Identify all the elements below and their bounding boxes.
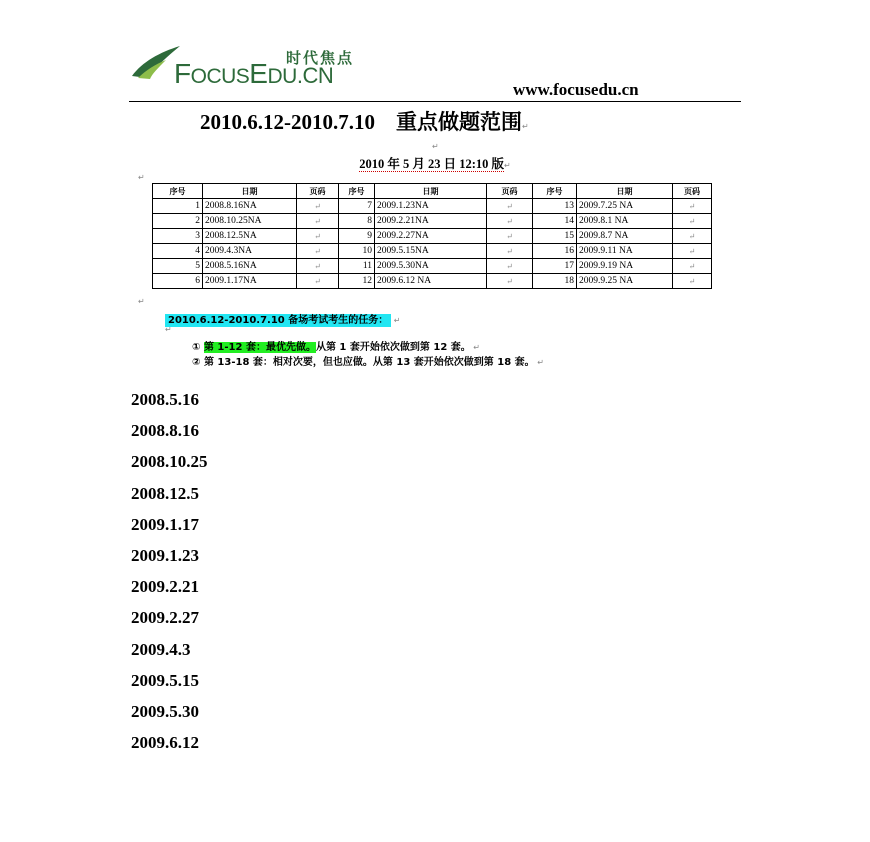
- paragraph-mark-icon: ↵: [138, 173, 145, 182]
- table-cell: 18: [533, 274, 577, 289]
- table-cell: 2009.4.3NA: [203, 244, 297, 259]
- table-cell: 2009.2.21NA: [375, 214, 487, 229]
- column-header: 日期: [203, 184, 297, 199]
- task-item: ① 第 1-12 套：最优先做。从第 1 套开始依次做到第 12 套。 ↵: [192, 342, 481, 353]
- table-row: [153, 259, 712, 274]
- table-cell: 2009.9.11 NA: [577, 244, 673, 259]
- table-cell: ↵: [297, 229, 339, 244]
- table-cell: 2009.1.23NA: [375, 199, 487, 214]
- table-row: [153, 274, 712, 289]
- table-cell: 2: [153, 214, 203, 229]
- table-row: [153, 244, 712, 259]
- list-item: 2008.8.16: [131, 421, 199, 441]
- table-cell: ↵: [487, 274, 533, 289]
- table-cell: 2008.12.5NA: [203, 229, 297, 244]
- list-item: 2008.10.25: [131, 452, 208, 472]
- table-cell: ↵: [673, 199, 712, 214]
- paragraph-mark-icon: ↵: [138, 297, 145, 306]
- table-cell: 2009.6.12 NA: [375, 274, 487, 289]
- table-cell: 15: [533, 229, 577, 244]
- version-line: 2010 年 5 月 23 日 12:10 版↵: [359, 157, 511, 171]
- table-cell: ↵: [673, 244, 712, 259]
- header-divider: [129, 101, 741, 102]
- table-cell: ↵: [487, 199, 533, 214]
- task-heading: 2010.6.12-2010.7.10 备场考试考生的任务： ↵: [165, 311, 401, 326]
- table-cell: 9: [339, 229, 375, 244]
- table-cell: ↵: [673, 214, 712, 229]
- table-cell: 17: [533, 259, 577, 274]
- table-cell: 12: [339, 274, 375, 289]
- column-header: 日期: [375, 184, 487, 199]
- list-item: 2008.5.16: [131, 390, 199, 409]
- table-cell: ↵: [487, 259, 533, 274]
- table-cell: 2009.7.25 NA: [577, 199, 673, 214]
- table-cell: 16: [533, 244, 577, 259]
- date-list: [131, 388, 208, 762]
- table-cell: 11: [339, 259, 375, 274]
- table-cell: 4: [153, 244, 203, 259]
- table-cell: 10: [339, 244, 375, 259]
- table-cell: ↵: [297, 214, 339, 229]
- list-item: 2009.1.23: [131, 545, 199, 565]
- table-cell: 2008.8.16NA: [203, 199, 297, 214]
- table-cell: 2009.5.30NA: [375, 259, 487, 274]
- column-header: 页码: [673, 184, 712, 199]
- table-cell: 1: [153, 199, 203, 214]
- table-header-row: [153, 184, 712, 199]
- table-cell: 2009.9.19 NA: [577, 259, 673, 274]
- column-header: 页码: [297, 184, 339, 199]
- table-cell: ↵: [673, 274, 712, 289]
- table-cell: 14: [533, 214, 577, 229]
- table-cell: ↵: [297, 274, 339, 289]
- table-cell: ↵: [297, 244, 339, 259]
- table-row: [153, 229, 712, 244]
- site-url: www.focusedu.cn: [513, 80, 639, 99]
- paragraph-mark-icon: ↵: [165, 325, 172, 334]
- table-cell: 8: [339, 214, 375, 229]
- table-cell: 2008.10.25NA: [203, 214, 297, 229]
- table-cell: 7: [339, 199, 375, 214]
- list-item: 2008.12.5: [131, 483, 199, 503]
- column-header: 序号: [153, 184, 203, 199]
- table-cell: ↵: [673, 229, 712, 244]
- list-item: 2009.4.3: [131, 639, 191, 659]
- table-cell: 2009.1.17NA: [203, 274, 297, 289]
- column-header: 页码: [487, 184, 533, 199]
- table-cell: ↵: [297, 259, 339, 274]
- task-item: ② 第 13-18 套：相对次要，但也应做。从第 13 套开始依次做到第 18 套。 ↵: [192, 357, 544, 368]
- list-item: 2009.5.15: [131, 670, 199, 690]
- table-cell: 2009.8.1 NA: [577, 214, 673, 229]
- table-cell: ↵: [487, 229, 533, 244]
- table-cell: 13: [533, 199, 577, 214]
- practice-sets-table: [152, 183, 712, 289]
- logo-wordmark: FOCUSEDU.CN: [174, 58, 334, 89]
- table-cell: 5: [153, 259, 203, 274]
- list-item: 2009.6.12: [131, 733, 199, 753]
- list-item: 2009.5.30: [131, 701, 199, 721]
- paragraph-mark-icon: ↵: [432, 142, 439, 151]
- table-cell: 2009.8.7 NA: [577, 229, 673, 244]
- table-cell: ↵: [487, 244, 533, 259]
- column-header: 序号: [533, 184, 577, 199]
- table-row: [153, 199, 712, 214]
- list-item: 2009.2.27: [131, 608, 199, 628]
- table-cell: 6: [153, 274, 203, 289]
- table-cell: 2009.2.27NA: [375, 229, 487, 244]
- page-title: 2010.6.12-2010.7.10 重点做题范围↵: [200, 110, 529, 134]
- table-cell: 2009.5.15NA: [375, 244, 487, 259]
- logo-chinese-text: 时代焦点: [286, 49, 355, 67]
- table-cell: 3: [153, 229, 203, 244]
- table-cell: 2008.5.16NA: [203, 259, 297, 274]
- table-cell: ↵: [673, 259, 712, 274]
- table-cell: 2009.9.25 NA: [577, 274, 673, 289]
- table-cell: ↵: [297, 199, 339, 214]
- column-header: 日期: [577, 184, 673, 199]
- column-header: 序号: [339, 184, 375, 199]
- list-item: 2009.1.17: [131, 514, 199, 534]
- table-row: [153, 214, 712, 229]
- list-item: 2009.2.21: [131, 577, 199, 597]
- table-cell: ↵: [487, 214, 533, 229]
